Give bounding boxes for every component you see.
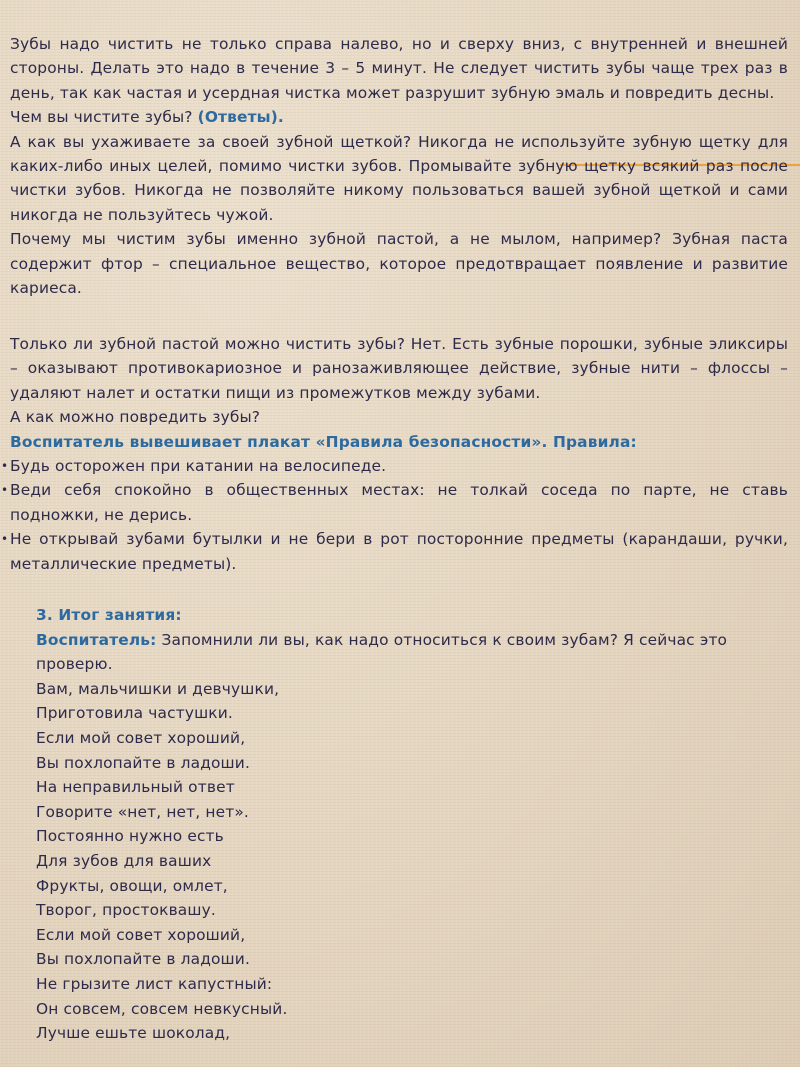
text-block-summary	[36, 603, 776, 1046]
rule-item: • Не открывай зубами бутылки и не бери в рот посторонние предметы (карандаши, ручки, металлические предметы).	[10, 527, 788, 576]
poem	[36, 677, 776, 1046]
poem-line: Приготовила частушки.	[36, 704, 233, 723]
poem-line: Не грызите лист капустный:	[36, 974, 273, 993]
section-title: 3. Итог занятия:	[36, 606, 182, 624]
poem-line: Лучше ешьте шоколад,	[36, 1024, 231, 1043]
poem-line: Фрукты, овощи, омлет,	[36, 876, 228, 895]
paragraph-toothpaste: Почему мы чистим зубы именно зубной пастой, а не мылом, например? Зубная паста содержит фтор – специальное вещество, которое предотвращает появление и развитие кариеса.	[10, 230, 788, 298]
rule-item: • Будь осторожен при катании на велосипеде.	[10, 454, 788, 478]
poem-line: Вы похлопайте в ладоши.	[36, 753, 250, 772]
poem-line: Вы похлопайте в ладоши.	[36, 950, 250, 969]
question-text: Чем вы чистите зубы?	[10, 108, 198, 127]
question-answer-note: (Ответы).	[197, 108, 284, 127]
poem-line: Если мой совет хороший,	[36, 728, 246, 747]
poem-line: Если мой совет хороший,	[36, 925, 246, 944]
poster-instruction: Воспитатель вывешивает плакат «Правила безопасности». Правила:	[10, 432, 637, 451]
paragraph-toothbrush-care: А как вы ухаживаете за своей зубной щеткой? Никогда не используйте зубную щетку для каких-либо иных целей, помимо чистки зубов. Промывайте зубную щетку всякий раз после чистки зубов. Никогда не позволяйте никому пользоваться вашей зубной щеткой и сами никогда не пользуйтесь чужой.	[10, 132, 788, 224]
poem-line: Постоянно нужно есть	[36, 827, 224, 846]
paragraph-question	[10, 105, 788, 129]
paragraph-damage-question: А как можно повредить зубы?	[10, 408, 261, 427]
teacher-label: Воспитатель:	[36, 630, 157, 649]
poem-line: Творог, простоквашу.	[36, 901, 216, 920]
teacher-text: Запомнили ли вы, как надо относиться к своим зубам? Я сейчас это проверю.	[36, 630, 728, 674]
poem-line: На неправильный ответ	[36, 778, 235, 797]
text-block-hygiene	[10, 32, 788, 300]
rule-item: • Веди себя спокойно в общественных местах: не толкай соседа по парте, не ставь подножки, не дерись.	[10, 478, 788, 527]
poem-line: Говорите «нет, нет, нет».	[36, 802, 249, 821]
teacher-speech	[36, 628, 776, 677]
paragraph-tooth-powders: Только ли зубной пастой можно чистить зубы? Нет. Есть зубные порошки, зубные эликсиры – оказывают противокариозное и ранозаживляющее действие, зубные нити – флоссы – удаляют налет и остатки пищи из промежутков между зубами.	[10, 335, 788, 402]
poem-line: Вам, мальчишки и девчушки,	[36, 679, 280, 698]
text-block-safety	[10, 332, 788, 576]
paragraph-brushing-technique: Зубы надо чистить не только справа налево, но и сверху вниз, с внутренней и внешней стороны. Делать это надо в течение 3 – 5 минут. Не следует чистить зубы чаще трех раз в день, так как частая и усердная чистка может разрушит зубную эмаль и повредить десны.	[10, 35, 788, 102]
poem-line: Для зубов для ваших	[36, 851, 212, 870]
poem-line: Он совсем, совсем невкусный.	[36, 999, 288, 1018]
